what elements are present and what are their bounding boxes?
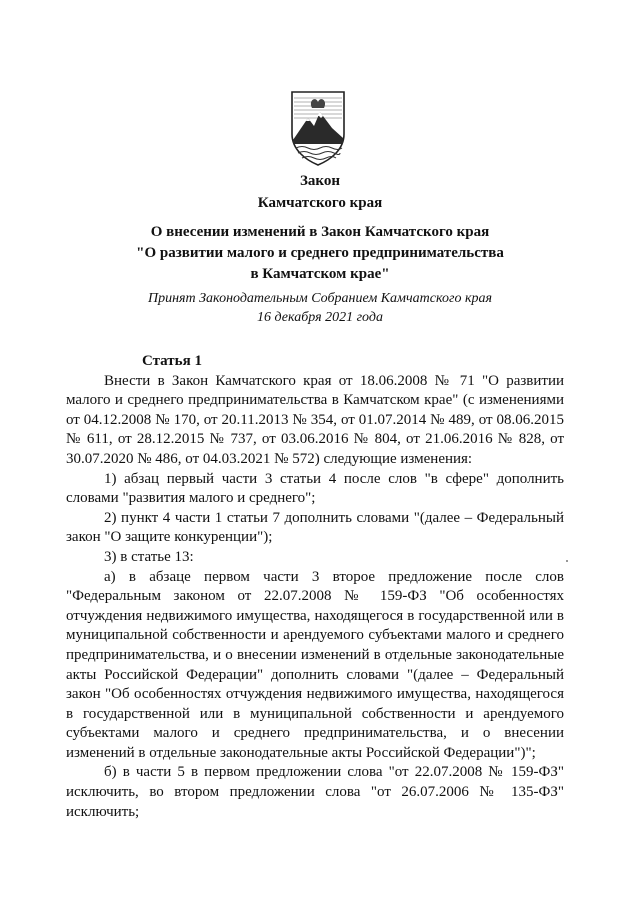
- article-paragraph: а) в абзаце первом части 3 второе предложение после слов "Федеральным законом от 22.07.2008 № 159-ФЗ "Об особенностях отчуждения недвижимого имущества, находящегося в государственной или в муниципальной собственности и арендуемого субъектами малого и среднего предпринимательства, и о внесении изменений в отдельные законодательные акты Российской Федерации" дополнить словами "(далее – Федеральный закон "Об особенностях отчуждения недвижимого имущества, находящегося в государственной или в муниципальной собственности и арендуемого субъектами малого и среднего предпринимательства, и о внесении изменений в отдельные законодательные акты Российской Федерации")";: [66, 568, 564, 761]
- law-title-line-1: О внесении изменений в Закон Камчатского края: [150, 224, 490, 240]
- document-type-heading: [60, 170, 580, 214]
- adoption-body: Принят Законодательным Собранием Камчатского края: [147, 291, 493, 306]
- article-paragraph: 2) пункт 4 части 1 статьи 7 дополнить словами "(далее – Федеральный закон "О защите конкуренции");: [66, 509, 564, 546]
- adoption-note: [60, 289, 580, 327]
- article-body: [66, 352, 564, 822]
- adoption-date: 16 декабря 2021 года: [257, 310, 383, 325]
- document-type: Закон: [299, 173, 340, 189]
- article-paragraph: 1) абзац первый части 3 статьи 4 после слов "в сфере" дополнить словами "развития малого и среднего";: [66, 470, 564, 507]
- law-title-line-2: "О развитии малого и среднего предпринимательства: [136, 245, 504, 261]
- kamchatka-coat-of-arms-icon: [286, 88, 350, 168]
- law-title-line-3: в Камчатском крае": [250, 266, 390, 282]
- article-paragraph: Внести в Закон Камчатского края от 18.06.2008 № 71 "О развитии малого и среднего предпринимательства в Камчатском крае" (с изменениями от 04.12.2008 № 170, от 20.11.2013 № 354, от 01.07.2014 № 489, от 08.06.2015 № 611, от 28.12.2015 № 737, от 03.06.2016 № 804, от 21.06.2016 № 828, от 30.07.2020 № 486, от 04.03.2021 № 572) следующие изменения:: [66, 372, 564, 467]
- article-title: Статья 1: [142, 353, 202, 369]
- scan-speck: [566, 560, 568, 562]
- region-name: Камчатского края: [257, 195, 383, 211]
- article-paragraph: 3) в статье 13:: [104, 548, 194, 565]
- law-title: [60, 222, 580, 285]
- article-paragraph: б) в части 5 в первом предложении слова "от 22.07.2008 № 159-ФЗ" исключить, во втором предложении слова "от 26.07.2006 № 135-ФЗ" исключить;: [66, 764, 564, 820]
